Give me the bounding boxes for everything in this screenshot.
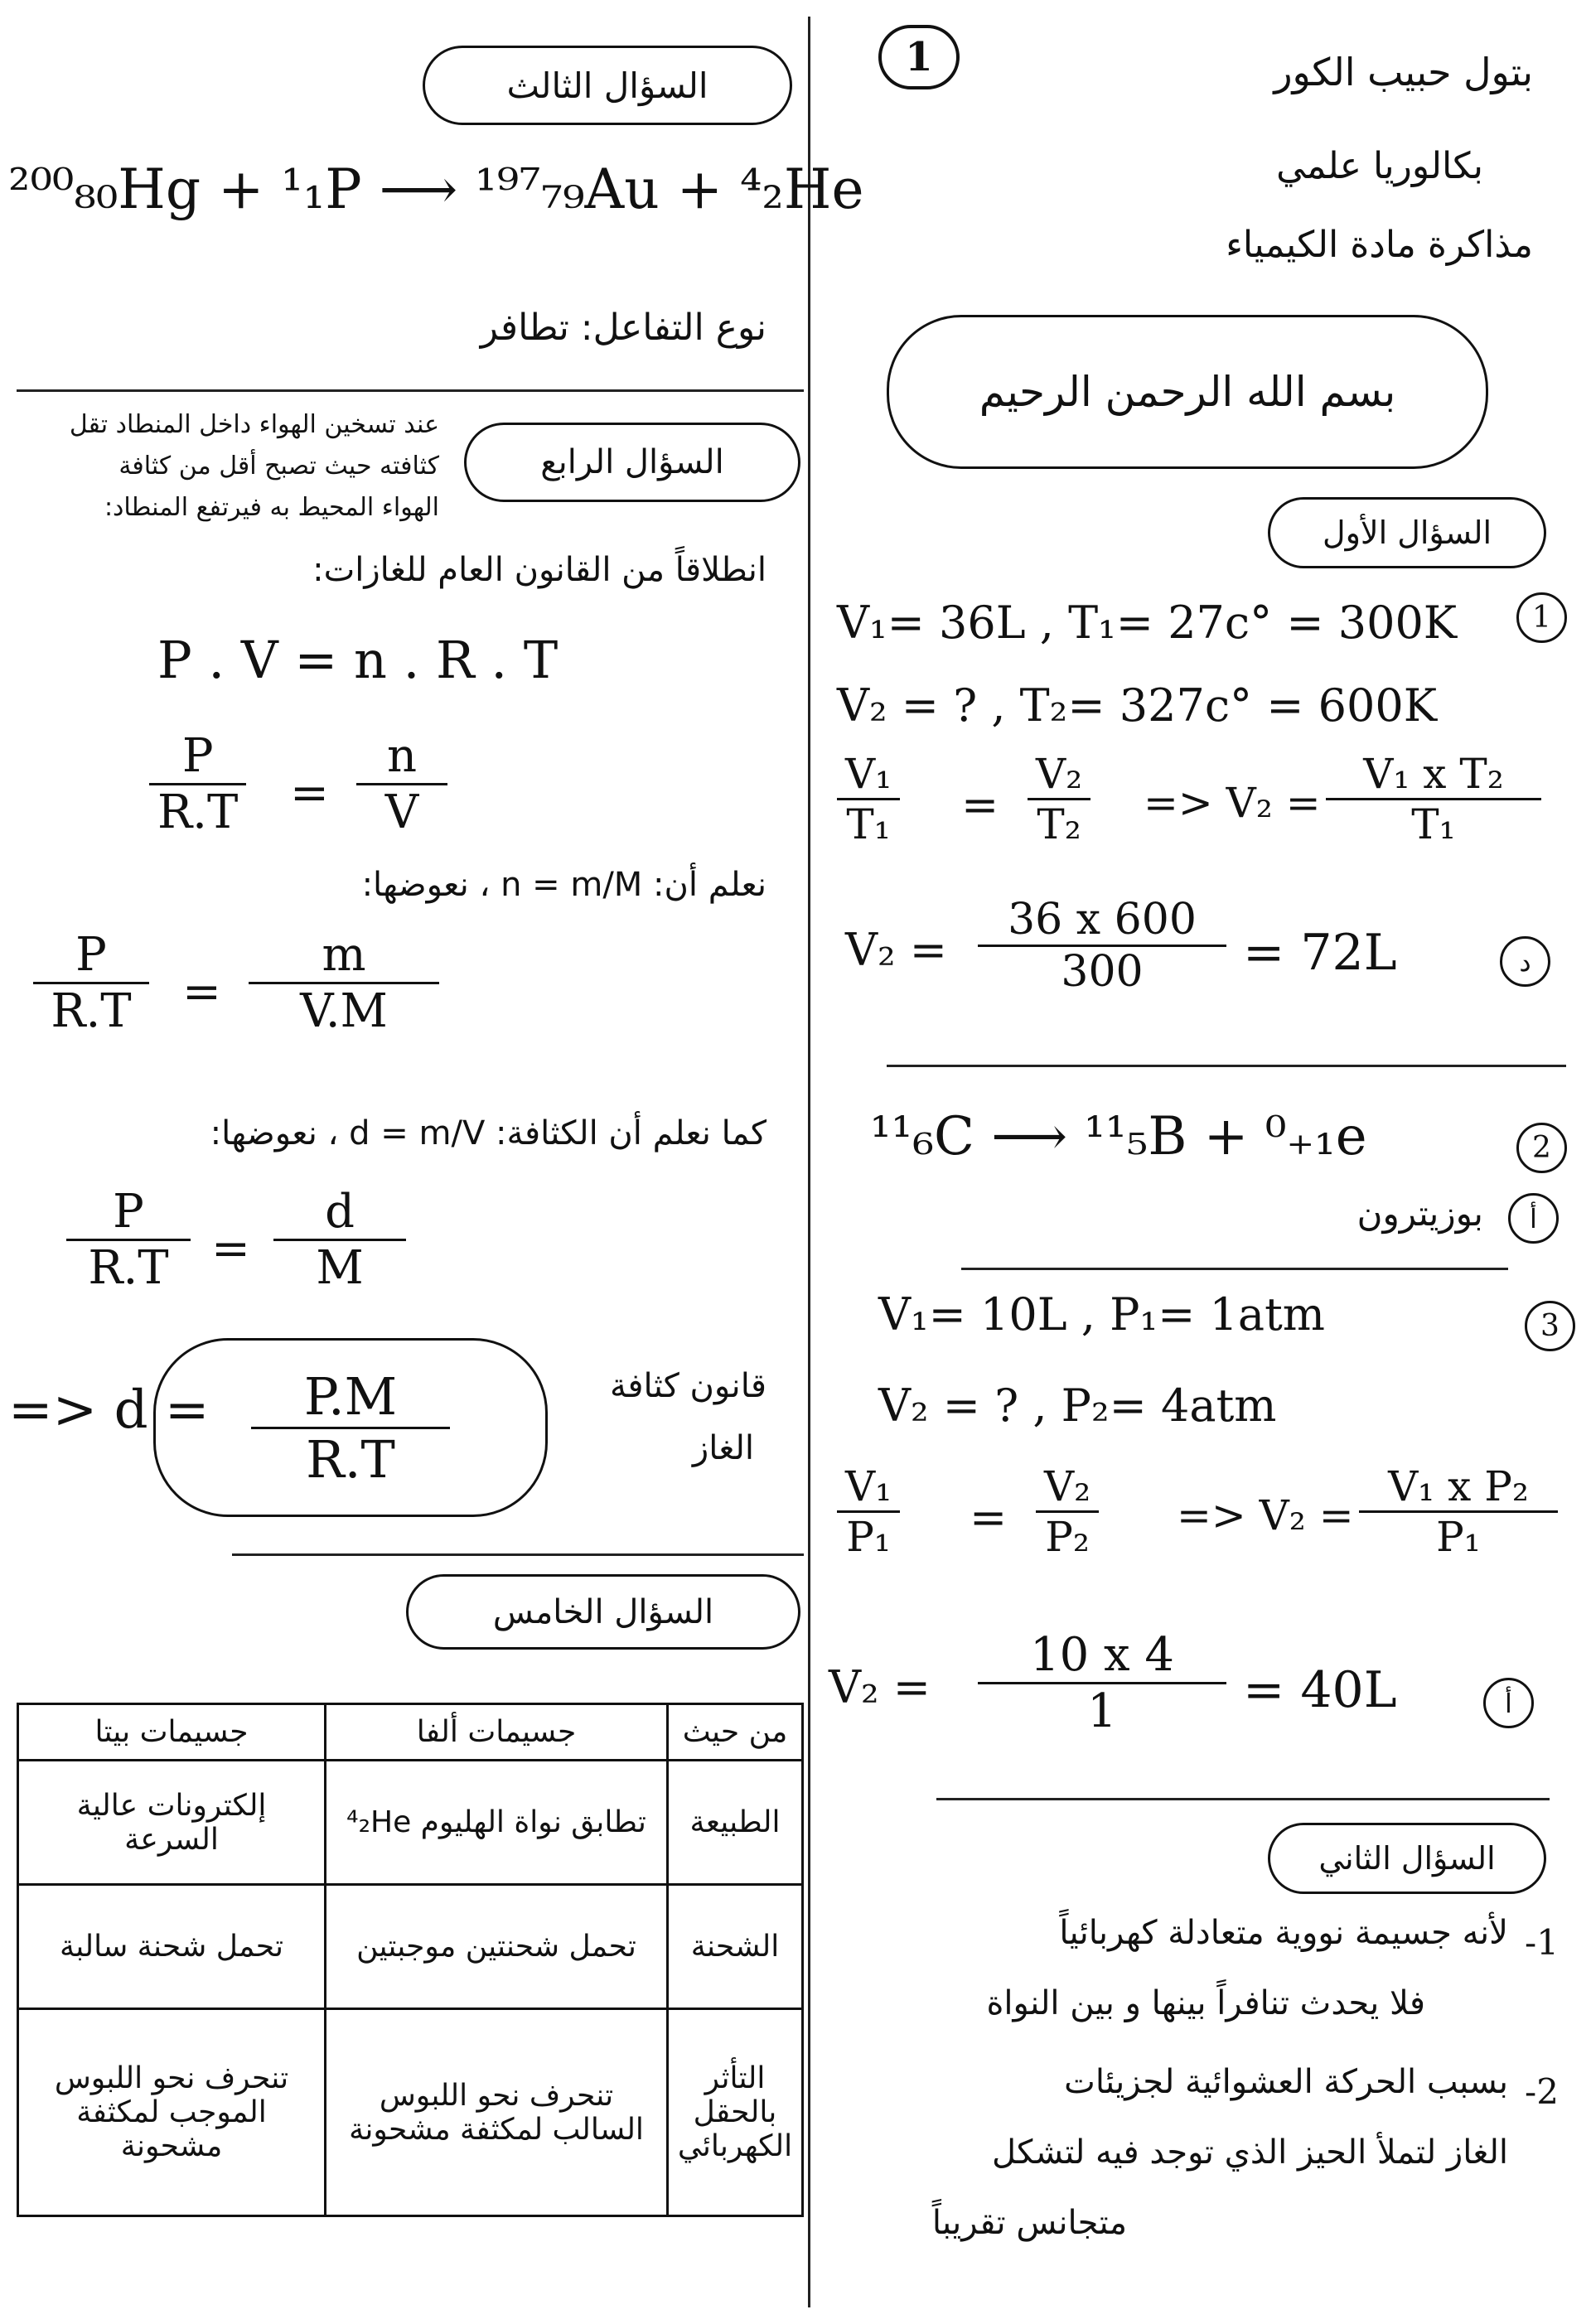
q2-a2-line1: بسبب الحركة العشوائية لجزيئات xyxy=(1064,2063,1508,2101)
table-cell: تحمل شحنتين موجبتين xyxy=(326,1885,668,2009)
q2-a1-number: -1 xyxy=(1525,1922,1559,1963)
q4-frac3-right: d M xyxy=(273,1185,406,1295)
table-cell: الشحنة xyxy=(668,1885,803,2009)
q4-frac1-left: P R.T xyxy=(149,729,246,839)
table-row xyxy=(18,1885,803,2009)
basmala: بسم الله الرحمن الرحيم xyxy=(887,315,1488,469)
q1-p1-law-left: V₁ T₁ xyxy=(837,750,900,848)
q1-p3-result: = 40L xyxy=(1243,1661,1397,1719)
q1-p3-mark: أ xyxy=(1483,1678,1534,1728)
q1-title: السؤال الأول xyxy=(1268,497,1546,568)
q1-p2-separator xyxy=(961,1268,1508,1270)
table-cell: التأثر بالحقل الكهربائي xyxy=(668,2009,803,2216)
table-header-cell: جسيمات بيتا xyxy=(18,1704,326,1761)
q4-frac2-left: P R.T xyxy=(33,928,149,1038)
table-cell: تحمل شحنة سالبة xyxy=(18,1885,326,2009)
q4-intro-line1: عند تسخين الهواء داخل المنطاد تقل xyxy=(69,410,439,439)
q1-p3-law-right: V₂ P₂ xyxy=(1036,1462,1099,1561)
q1-p3-separator xyxy=(936,1798,1550,1800)
q2-a1-line1: لأنه جسيمة نووية متعادلة كهربائياً xyxy=(1059,1914,1508,1952)
q1-p3-solution: V₁ x P₂ P₁ xyxy=(1359,1462,1558,1561)
q4-know-n: نعلم أن: n = m/M ، نعوضها: xyxy=(361,866,766,904)
q1-p1-result: = 72L xyxy=(1243,924,1397,982)
q4-final-formula: $\frac{P.M}{R.T}$ xyxy=(251,1366,450,1490)
q1-p1-calc: 36 x 600 300 xyxy=(978,895,1226,997)
exam-subject: مذاكرة مادة الكيمياء xyxy=(1226,224,1533,266)
q1-p3-calc: 10 x 4 1 xyxy=(978,1628,1226,1738)
q4-intro-line3: الهواء المحيط به فيرتفع المنطاد: xyxy=(104,493,439,522)
q1-p1-calc-lhs: V₂ = xyxy=(845,924,948,976)
q3-reaction-type: نوع التفاعل: تطافر xyxy=(480,307,766,349)
student-grade: بكالوريا علمي xyxy=(1276,145,1483,187)
q5-comparison-table xyxy=(17,1703,804,2217)
table-cell: إلكترونات عالية السرعة xyxy=(18,1761,326,1885)
q1-p2-answer: بوزيترون xyxy=(1356,1193,1483,1234)
q1-p1-mark: د xyxy=(1500,936,1550,987)
q2-a2-number: -2 xyxy=(1525,2071,1559,2112)
q1-p1-law-right: V₂ T₂ xyxy=(1028,750,1090,848)
q1-p1-label: 1 xyxy=(1516,592,1567,643)
table-row xyxy=(18,2009,803,2216)
page-number-badge: 1 xyxy=(878,25,960,89)
q1-p3-given1: V₁= 10L , P₁= 1atm xyxy=(878,1288,1325,1341)
q4-frac3-equals: = xyxy=(211,1222,250,1276)
q1-p2-label: 2 xyxy=(1516,1123,1567,1173)
q2-a2-line3: متجانس تقريباً xyxy=(931,2204,1127,2242)
q4-from-law: انطلاقاً من القانون العام للغازات: xyxy=(312,551,766,589)
q1-p1-equals: = xyxy=(961,779,999,831)
q4-final-lhs: => d = xyxy=(8,1379,210,1441)
column-divider xyxy=(808,17,810,2307)
table-header-row xyxy=(18,1704,803,1761)
q2-title: السؤال الثاني xyxy=(1268,1823,1546,1894)
q4-title: السؤال الرابع xyxy=(464,423,800,502)
table-cell: تنحرف نحو اللبوس الموجب لمكثفة مشحونة xyxy=(18,2009,326,2216)
table-row xyxy=(18,1761,803,1885)
q1-p2-mark: أ xyxy=(1508,1193,1559,1244)
q1-p1-arrow: => V₂ = xyxy=(1144,779,1321,827)
table-cell: الطبيعة xyxy=(668,1761,803,1885)
q3-title: السؤال الثالث xyxy=(423,46,792,125)
q3-separator xyxy=(17,389,804,392)
q1-p3-calc-lhs: V₂ = xyxy=(829,1661,931,1713)
table-header-cell: جسيمات ألفا xyxy=(326,1704,668,1761)
q1-p3-label: 3 xyxy=(1525,1301,1575,1351)
q4-eq-ideal-gas: P . V = n . R . T xyxy=(157,630,559,690)
table-cell: تنحرف نحو اللبوس السالب لمكثفة مشحونة xyxy=(326,2009,668,2216)
q4-frac3-left: P R.T xyxy=(66,1185,191,1295)
q4-frac2-equals: = xyxy=(182,965,221,1019)
q4-final-label1: قانون كثافة xyxy=(609,1367,766,1405)
q4-frac1-right: n V xyxy=(356,729,447,839)
table-cell: تطابق نواة الهليوم ⁴₂He xyxy=(326,1761,668,1885)
q1-p1-given2: V₂ = ? , T₂= 327c° = 600K xyxy=(837,679,1438,732)
q1-p3-equals: = xyxy=(970,1491,1008,1544)
q1-p1-solution: V₁ x T₂ T₁ xyxy=(1326,750,1541,848)
q2-a2-line2: الغاز لتملأ الحيز الذي توجد فيه لتشكل xyxy=(992,2133,1508,2172)
q3-equation: ²⁰⁰₈₀Hg + ¹₁P ⟶ ¹⁹⁷₇₉Au + ⁴₂He xyxy=(8,157,864,221)
q4-know-d: كما نعلم أن الكثافة: d = m/V ، نعوضها: xyxy=(210,1114,766,1152)
q4-separator xyxy=(232,1553,804,1556)
q1-p2-equation: ¹¹₆C ⟶ ¹¹₅B + ⁰₊₁e xyxy=(870,1106,1367,1167)
q1-p3-arrow: => V₂ = xyxy=(1177,1491,1354,1539)
q1-p3-law-left: V₁ P₁ xyxy=(837,1462,900,1561)
q4-frac1-equals: = xyxy=(290,766,329,820)
q1-p1-given1: V₁= 36L , T₁= 27c° = 300K xyxy=(837,597,1458,649)
q5-title: السؤال الخامس xyxy=(406,1574,800,1650)
q4-frac2-right: m V.M xyxy=(249,928,439,1038)
q1-p1-separator xyxy=(887,1065,1566,1067)
q4-final-cloud xyxy=(153,1338,548,1517)
q1-p3-given2: V₂ = ? , P₂= 4atm xyxy=(878,1379,1277,1432)
student-name: بتول حبيب الكور xyxy=(1274,50,1533,94)
q4-intro-line2: كثافته حيث تصبح أقل من كثافة xyxy=(118,452,439,481)
table-header-cell: من حيث xyxy=(668,1704,803,1761)
q2-a1-line2: فلا يحدث تنافراً بينها و بين النواة xyxy=(986,1984,1425,2022)
q4-final-label2: الغاز xyxy=(692,1429,754,1467)
